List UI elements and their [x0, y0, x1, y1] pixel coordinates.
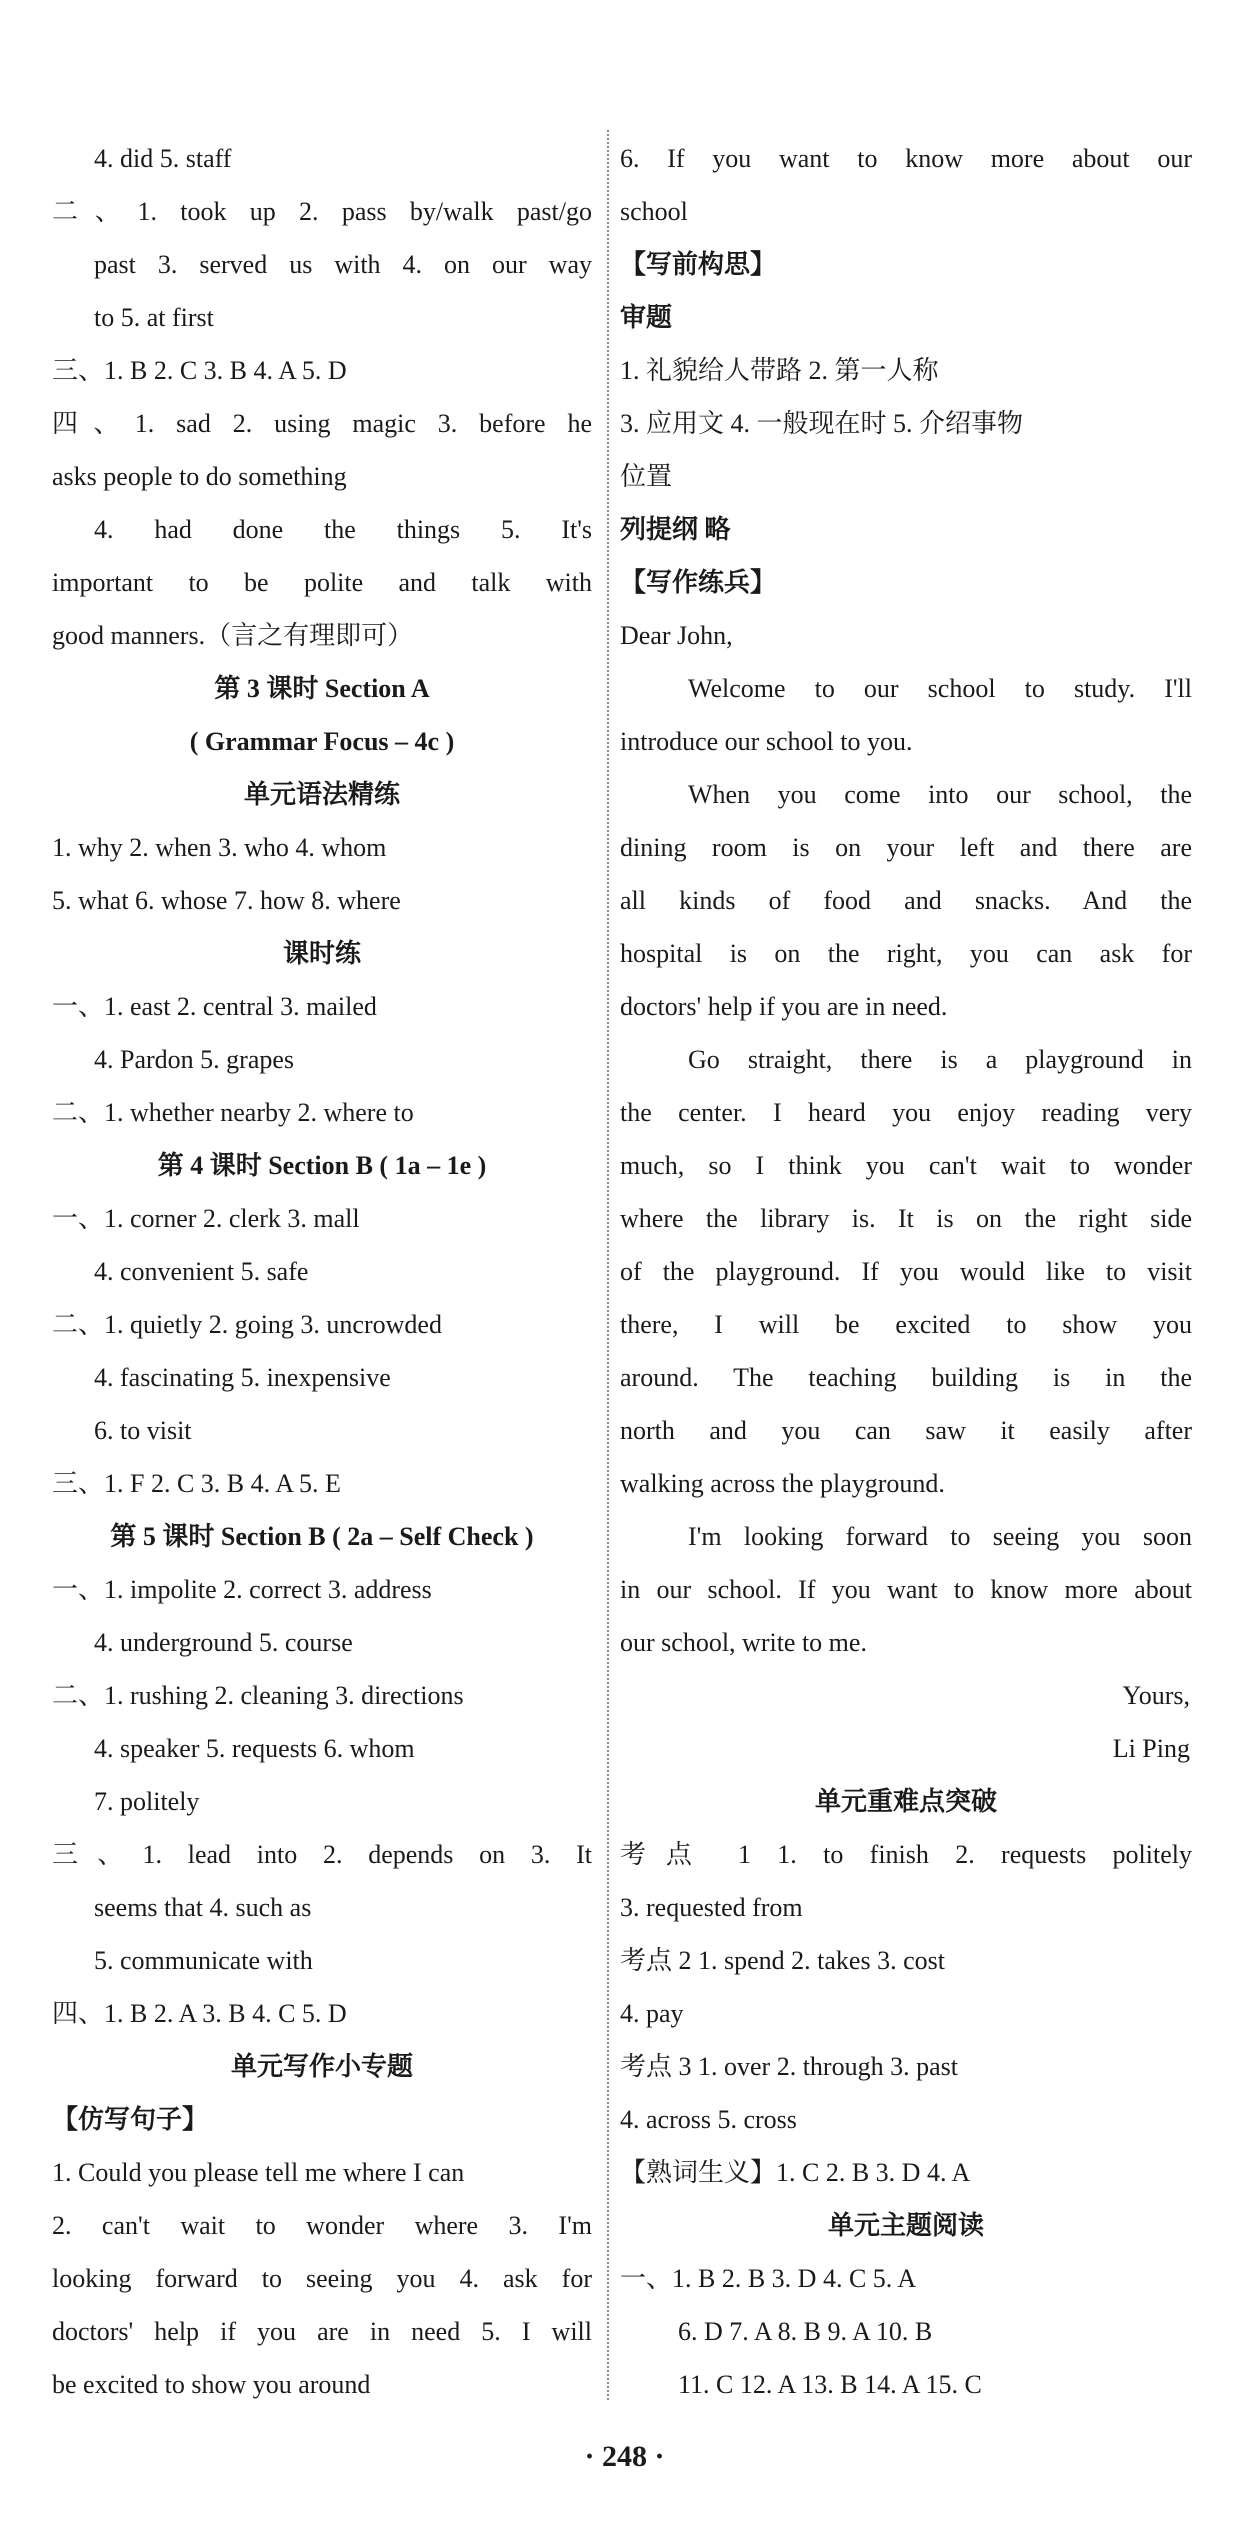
left-line-3: past 3. served us with 4. on our way [94, 250, 592, 279]
right-line-41: 一、1. B 2. B 3. D 4. C 5. A [620, 2264, 917, 2293]
left-line-11: 第 3 课时 Section A [214, 674, 430, 703]
right-line-35: 考点 2 1. spend 2. takes 3. cost [620, 1946, 945, 1975]
left-line-13: 单元语法精练 [243, 780, 400, 809]
left-line-39: 1. Could you please tell me where I can [52, 2158, 465, 2187]
left-line-43: be excited to show you around [52, 2370, 371, 2399]
left-line-1: 4. did 5. staff [94, 144, 232, 173]
left-line-17: 一、1. east 2. central 3. mailed [52, 992, 377, 1021]
right-line-2: school [620, 197, 688, 226]
right-line-42: 6. D 7. A 8. B 9. A 10. B [678, 2317, 933, 2346]
right-line-15: all kinds of food and snacks. And the [620, 886, 1192, 915]
left-line-29: 4. underground 5. course [94, 1628, 353, 1657]
left-line-30: 二、1. rushing 2. cleaning 3. directions [52, 1681, 464, 1710]
right-line-34: 3. requested from [620, 1893, 803, 1922]
left-line-25: 6. to visit [94, 1416, 192, 1445]
right-line-32: 单元重难点突破 [814, 1787, 997, 1816]
left-line-28: 一、1. impolite 2. correct 3. address [52, 1575, 432, 1604]
right-line-14: dining room is on your left and there are [620, 833, 1192, 862]
right-line-12: introduce our school to you. [620, 727, 913, 756]
left-line-8: 4. had done the things 5. It's [94, 515, 592, 544]
right-answer-column [620, 132, 1192, 2411]
left-line-7: asks people to do something [52, 462, 347, 491]
right-line-39: 【熟词生义】1. C 2. B 3. D 4. A [620, 2158, 971, 2187]
left-line-24: 4. fascinating 5. inexpensive [94, 1363, 391, 1392]
right-line-17: doctors' help if you are in need. [620, 992, 948, 1021]
right-line-1: 6. If you want to know more about our [620, 144, 1192, 173]
right-line-30: Yours, [1122, 1681, 1190, 1710]
right-line-20: much, so I think you can't wait to wonder [620, 1151, 1192, 1180]
right-line-38: 4. across 5. cross [620, 2105, 797, 2134]
right-line-22: of the playground. If you would like to visit [620, 1257, 1192, 1286]
column-divider [607, 130, 609, 2400]
left-line-41: looking forward to seeing you 4. ask for [52, 2264, 592, 2293]
left-line-36: 四、1. B 2. A 3. B 4. C 5. D [52, 1999, 347, 2028]
left-line-40: 2. can't wait to wonder where 3. I'm [52, 2211, 592, 2240]
right-line-31: Li Ping [1112, 1734, 1190, 1763]
right-line-18: Go straight, there is a playground in [688, 1045, 1192, 1074]
left-line-19: 二、1. whether nearby 2. where to [52, 1098, 414, 1127]
right-line-28: in our school. If you want to know more about [620, 1575, 1192, 1604]
left-line-26: 三、1. F 2. C 3. B 4. A 5. E [52, 1469, 341, 1498]
left-line-22: 4. convenient 5. safe [94, 1257, 309, 1286]
left-answer-column [52, 132, 592, 2411]
right-line-40: 单元主题阅读 [827, 2211, 984, 2240]
left-line-4: to 5. at first [94, 303, 214, 332]
left-line-20: 第 4 课时 Section B ( 1a – 1e ) [157, 1151, 487, 1180]
right-line-9: 【写作练兵】 [620, 568, 777, 597]
left-line-38: 【仿写句子】 [52, 2105, 209, 2134]
left-line-16: 课时练 [282, 939, 361, 968]
right-line-13: When you come into our school, the [688, 780, 1192, 809]
left-line-14: 1. why 2. when 3. who 4. whom [52, 833, 387, 862]
left-line-5: 三、1. B 2. C 3. B 4. A 5. D [52, 356, 347, 385]
left-line-12: ( Grammar Focus – 4c ) [189, 727, 455, 756]
left-line-9: important to be polite and talk with [52, 568, 592, 597]
right-line-19: the center. I heard you enjoy reading very [620, 1098, 1192, 1127]
right-line-37: 考点 3 1. over 2. through 3. past [620, 2052, 958, 2081]
right-line-7: 位置 [620, 462, 673, 491]
left-line-33: 三、1. lead into 2. depends on 3. It [52, 1840, 592, 1869]
right-line-43: 11. C 12. A 13. B 14. A 15. C [678, 2370, 982, 2399]
left-line-6: 四、1. sad 2. using magic 3. before he [52, 409, 592, 438]
right-line-16: hospital is on the right, you can ask for [620, 939, 1192, 968]
left-line-31: 4. speaker 5. requests 6. whom [94, 1734, 415, 1763]
left-line-27: 第 5 课时 Section B ( 2a – Self Check ) [110, 1522, 534, 1551]
left-line-18: 4. Pardon 5. grapes [94, 1045, 295, 1074]
right-line-24: around. The teaching building is in the [620, 1363, 1192, 1392]
left-line-37: 单元写作小专题 [230, 2052, 413, 2081]
page-number: · 248 · [584, 2440, 665, 2473]
right-line-6: 3. 应用文 4. 一般现在时 5. 介绍事物 [620, 409, 1024, 438]
left-line-35: 5. communicate with [94, 1946, 313, 1975]
right-line-23: there, I will be excited to show you [620, 1310, 1192, 1339]
right-line-5: 1. 礼貌给人带路 2. 第一人称 [620, 356, 939, 385]
right-line-4: 审题 [620, 303, 673, 332]
right-line-26: walking across the playground. [620, 1469, 945, 1498]
right-line-36: 4. pay [620, 1999, 684, 2028]
right-line-33: 考点 1 1. to finish 2. requests politely [620, 1840, 1192, 1869]
right-line-11: Welcome to our school to study. I'll [688, 674, 1192, 703]
right-line-10: Dear John, [620, 621, 733, 650]
left-line-23: 二、1. quietly 2. going 3. uncrowded [52, 1310, 442, 1339]
right-line-25: north and you can saw it easily after [620, 1416, 1192, 1445]
right-line-8: 列提纲 略 [620, 515, 731, 544]
left-line-15: 5. what 6. whose 7. how 8. where [52, 886, 401, 915]
left-line-42: doctors' help if you are in need 5. I will [52, 2317, 592, 2346]
left-line-32: 7. politely [94, 1787, 200, 1816]
right-line-21: where the library is. It is on the right side [620, 1204, 1192, 1233]
left-line-10: good manners.（言之有理即可） [52, 621, 414, 650]
right-line-3: 【写前构思】 [620, 250, 777, 279]
right-line-29: our school, write to me. [620, 1628, 867, 1657]
left-line-34: seems that 4. such as [94, 1893, 312, 1922]
left-line-21: 一、1. corner 2. clerk 3. mall [52, 1204, 360, 1233]
right-line-27: I'm looking forward to seeing you soon [688, 1522, 1192, 1551]
left-line-2: 二、1. took up 2. pass by/walk past/go [52, 197, 592, 226]
